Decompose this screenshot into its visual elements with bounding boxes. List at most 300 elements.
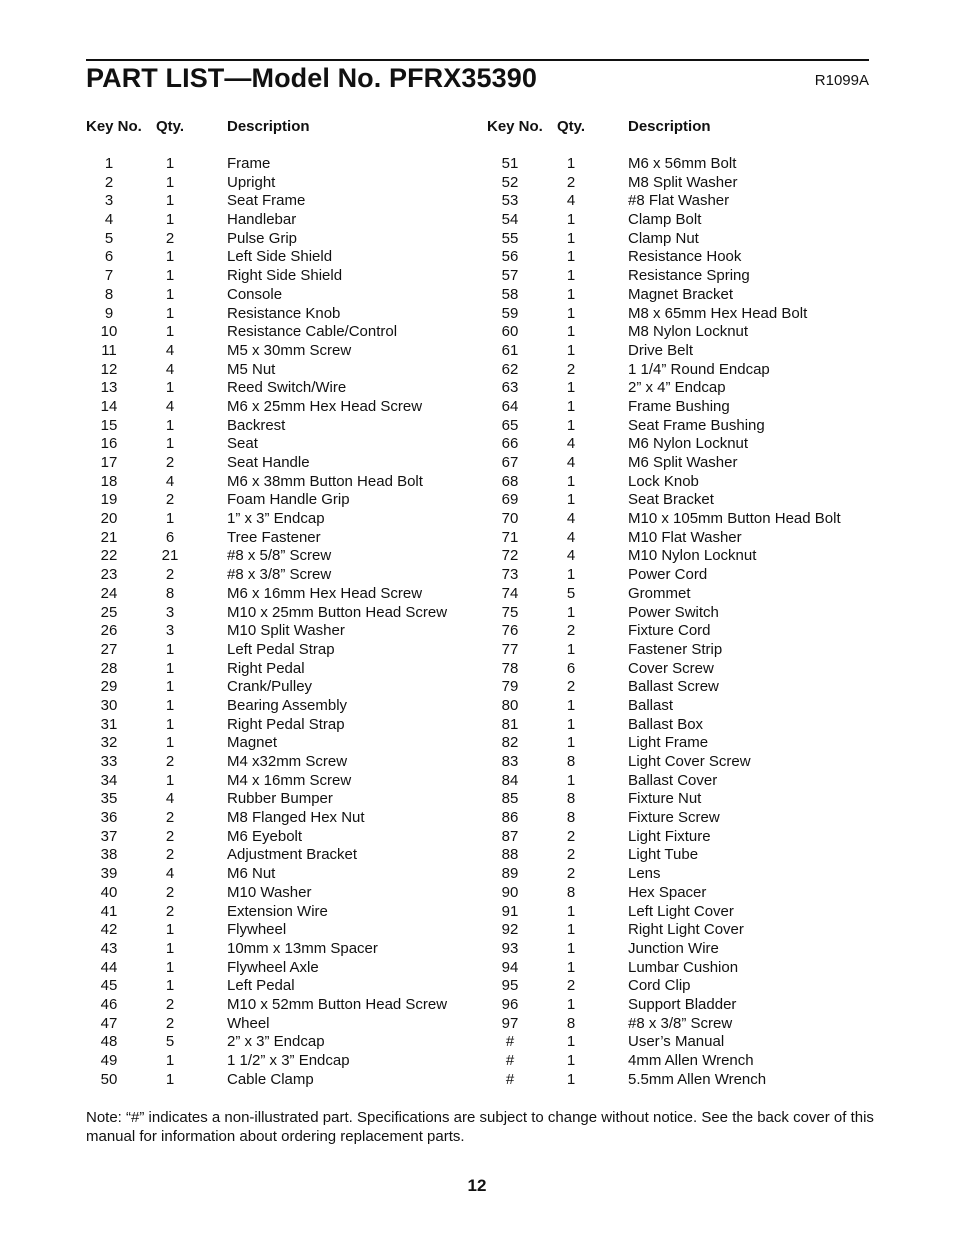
key-number: 53 — [501, 192, 519, 210]
part-row — [86, 473, 476, 492]
description: Ballast Screw — [628, 678, 719, 696]
quantity: 2 — [566, 173, 576, 191]
key-number: 4 — [104, 211, 114, 229]
description: 10mm x 13mm Spacer — [227, 939, 378, 957]
description: Grommet — [628, 584, 691, 602]
key-number: 56 — [501, 248, 519, 266]
title-rule — [86, 59, 869, 61]
description: Light Frame — [628, 734, 709, 752]
key-number: 35 — [100, 790, 118, 808]
part-row — [487, 884, 877, 903]
description: Seat Handle — [227, 454, 310, 471]
description: Right Pedal — [227, 659, 305, 677]
key-number: 40 — [100, 883, 118, 901]
part-row — [86, 716, 476, 735]
quantity: 1 — [566, 715, 576, 733]
quantity: 4 — [566, 454, 576, 471]
description: Cable Clamp — [227, 1070, 314, 1088]
part-row — [487, 435, 877, 454]
key-number: 23 — [100, 566, 118, 584]
quantity: 1 — [165, 715, 175, 733]
key-number: 48 — [100, 1033, 118, 1051]
part-row — [86, 248, 476, 267]
key-number: 30 — [100, 696, 118, 714]
description: Magnet — [227, 734, 278, 752]
key-number: 62 — [501, 360, 519, 378]
key-number: 57 — [501, 267, 519, 285]
key-number: 73 — [501, 566, 519, 584]
description: Ballast — [628, 696, 674, 714]
quantity: 1 — [165, 1052, 175, 1069]
part-row — [86, 491, 476, 510]
quantity: 2 — [165, 846, 175, 864]
part-row — [86, 211, 476, 230]
quantity: 1 — [566, 267, 576, 285]
key-number: 14 — [100, 397, 118, 415]
quantity: 1 — [165, 304, 175, 322]
key-number: 36 — [100, 809, 118, 827]
part-row — [487, 286, 877, 305]
quantity: 2 — [165, 883, 175, 901]
quantity: 8 — [566, 753, 576, 770]
description: Lock Knob — [628, 472, 699, 490]
quantity: 1 — [566, 771, 576, 789]
description: Seat — [227, 435, 258, 453]
key-number: 11 — [101, 341, 117, 359]
quantity: 2 — [566, 846, 576, 864]
part-row — [487, 660, 877, 679]
quantity: 2 — [165, 902, 175, 920]
key-number: 96 — [501, 995, 519, 1013]
part-row — [487, 585, 877, 604]
description: Magnet Bracket — [628, 285, 734, 303]
quantity: 1 — [566, 155, 576, 172]
part-row — [86, 940, 476, 959]
description: Hex Spacer — [628, 883, 707, 901]
key-number: 82 — [501, 734, 519, 752]
key-number: 6 — [104, 248, 114, 266]
description: Flywheel Axle — [227, 958, 319, 976]
description: Lumbar Cushion — [628, 958, 739, 976]
part-row — [86, 884, 476, 903]
quantity: 1 — [165, 1070, 175, 1088]
quantity: 1 — [566, 939, 576, 957]
part-row — [487, 379, 877, 398]
quantity: 1 — [566, 921, 576, 939]
key-number: 64 — [501, 397, 519, 415]
description: 4mm Allen Wrench — [628, 1052, 754, 1069]
key-number: 92 — [501, 921, 519, 939]
description: M6 x 16mm Hex Head Screw — [227, 584, 423, 602]
description: M6 Nylon Locknut — [628, 435, 749, 453]
part-row — [86, 921, 476, 940]
quantity: 4 — [566, 510, 576, 528]
quantity: 2 — [566, 865, 576, 883]
description: Backrest — [227, 416, 286, 434]
part-row — [487, 977, 877, 996]
key-number: 34 — [100, 771, 118, 789]
description: User’s Manual — [628, 1033, 725, 1051]
key-number: 26 — [100, 622, 118, 640]
key-number: 17 — [100, 454, 118, 471]
part-row — [487, 454, 877, 473]
key-number: 47 — [100, 1014, 118, 1032]
key-number: 74 — [501, 584, 519, 602]
part-row — [487, 566, 877, 585]
quantity: 1 — [566, 995, 576, 1013]
quantity: 8 — [566, 790, 576, 808]
quantity: 5 — [165, 1033, 175, 1051]
description: Lens — [628, 865, 661, 883]
key-number: 68 — [501, 472, 519, 490]
quantity: 1 — [165, 921, 175, 939]
description: Frame — [227, 155, 271, 172]
key-number: # — [505, 1070, 515, 1088]
part-row — [86, 1015, 476, 1034]
key-number: 69 — [501, 491, 519, 509]
quantity: 1 — [566, 323, 576, 341]
description: M6 Eyebolt — [227, 827, 303, 845]
part-row — [487, 1015, 877, 1034]
key-number: 15 — [100, 416, 118, 434]
description: Fastener Strip — [628, 640, 723, 658]
part-row — [487, 921, 877, 940]
description: Left Side Shield — [227, 248, 333, 266]
part-row — [487, 753, 877, 772]
part-row — [86, 155, 476, 174]
key-number: 25 — [100, 603, 118, 621]
part-row — [86, 828, 476, 847]
part-row — [86, 510, 476, 529]
quantity: 1 — [165, 285, 175, 303]
left-column-headers — [86, 118, 466, 136]
quantity: 2 — [165, 753, 175, 770]
description: Light Tube — [628, 846, 699, 864]
key-number: 13 — [100, 379, 118, 397]
description: Left Pedal Strap — [227, 640, 335, 658]
quantity: 1 — [165, 248, 175, 266]
description: Frame Bushing — [628, 397, 730, 415]
quantity: 4 — [566, 547, 576, 565]
description: M6 x 38mm Button Head Bolt — [227, 472, 423, 490]
part-row — [86, 585, 476, 604]
part-row — [86, 809, 476, 828]
key-number: 65 — [501, 416, 519, 434]
quantity: 4 — [566, 192, 576, 210]
key-number: 21 — [100, 528, 118, 546]
description: Cover Screw — [628, 659, 714, 677]
quantity: 1 — [165, 435, 175, 453]
key-number: 58 — [501, 285, 519, 303]
quantity: 1 — [165, 977, 175, 995]
quantity: 1 — [165, 734, 175, 752]
description: M8 Split Washer — [628, 173, 738, 191]
quantity: 5 — [566, 584, 576, 602]
part-row — [487, 790, 877, 809]
part-row — [86, 846, 476, 865]
quantity: 1 — [566, 1052, 576, 1069]
qty-header: Qty. — [156, 118, 185, 135]
quantity: 8 — [566, 1014, 576, 1032]
key-number: 79 — [501, 678, 519, 696]
description: Tree Fastener — [227, 528, 321, 546]
quantity: 1 — [566, 379, 576, 397]
description: M10 Split Washer — [227, 622, 345, 640]
part-row — [487, 809, 877, 828]
description-header: Description — [628, 118, 711, 135]
key-number: 43 — [100, 939, 118, 957]
quantity: 6 — [566, 659, 576, 677]
part-row — [487, 417, 877, 436]
part-row — [487, 959, 877, 978]
quantity: 2 — [165, 566, 175, 584]
key-number: 38 — [100, 846, 118, 864]
quantity: 4 — [165, 341, 175, 359]
key-number: 63 — [501, 379, 519, 397]
quantity: 2 — [566, 678, 576, 696]
quantity: 2 — [165, 809, 175, 827]
part-row — [86, 267, 476, 286]
key-number: 89 — [501, 865, 519, 883]
part-row — [86, 398, 476, 417]
key-number: 24 — [100, 584, 118, 602]
key-number: 29 — [100, 678, 118, 696]
key-number: 41 — [100, 902, 118, 920]
quantity: 1 — [165, 379, 175, 397]
part-row — [86, 1052, 476, 1071]
key-number: 31 — [100, 715, 118, 733]
part-row — [86, 454, 476, 473]
key-number: 87 — [501, 827, 519, 845]
description: M6 x 56mm Bolt — [628, 155, 737, 172]
part-row — [487, 772, 877, 791]
part-row — [86, 697, 476, 716]
quantity: 1 — [566, 696, 576, 714]
description: Seat Frame — [227, 192, 306, 210]
key-number: 19 — [100, 491, 118, 509]
part-row — [86, 865, 476, 884]
part-row — [86, 1071, 476, 1090]
part-row — [487, 230, 877, 249]
key-number: 66 — [501, 435, 519, 453]
quantity: 1 — [566, 1033, 576, 1051]
key-number: 12 — [100, 360, 118, 378]
description: Support Bladder — [628, 995, 737, 1013]
key-number: 16 — [100, 435, 118, 453]
part-row — [487, 940, 877, 959]
quantity: 1 — [165, 771, 175, 789]
quantity: 4 — [165, 865, 175, 883]
key-number: 95 — [501, 977, 519, 995]
key-number: 1 — [104, 155, 114, 172]
part-row — [86, 230, 476, 249]
quantity: 2 — [165, 1014, 175, 1032]
key-number: 20 — [100, 510, 118, 528]
description: Seat Bracket — [628, 491, 714, 509]
part-row — [487, 192, 877, 211]
page-title: PART LIST—Model No. PFRX35390 — [86, 63, 537, 93]
part-row — [487, 903, 877, 922]
quantity: 1 — [566, 491, 576, 509]
quantity: 4 — [165, 397, 175, 415]
key-number: 7 — [104, 267, 114, 285]
part-row — [487, 398, 877, 417]
key-number: 10 — [100, 323, 118, 341]
description: Bearing Assembly — [227, 696, 348, 714]
key-number: 52 — [501, 173, 519, 191]
key-number: 75 — [501, 603, 519, 621]
part-row — [487, 547, 877, 566]
quantity: 1 — [165, 939, 175, 957]
description: #8 x 3/8” Screw — [628, 1014, 733, 1032]
part-row — [86, 604, 476, 623]
part-row — [86, 734, 476, 753]
part-row — [86, 566, 476, 585]
part-row — [86, 959, 476, 978]
description: M4 x 16mm Screw — [227, 771, 352, 789]
key-number: 81 — [501, 715, 519, 733]
quantity: 8 — [566, 809, 576, 827]
description: M8 Flanged Hex Nut — [227, 809, 365, 827]
part-row — [487, 361, 877, 380]
part-row — [487, 1033, 877, 1052]
quantity: 4 — [566, 528, 576, 546]
quantity: 1 — [566, 248, 576, 266]
key-number: 33 — [100, 753, 118, 770]
part-row — [487, 323, 877, 342]
document-code: R1099A — [814, 72, 869, 89]
quantity: 1 — [566, 566, 576, 584]
description: M8 Nylon Locknut — [628, 323, 749, 341]
quantity: 1 — [165, 211, 175, 229]
key-number: 93 — [501, 939, 519, 957]
quantity: 3 — [165, 603, 175, 621]
quantity: 4 — [165, 472, 175, 490]
description: 1 1/2” x 3” Endcap — [227, 1052, 350, 1069]
key-number: 77 — [501, 640, 519, 658]
quantity: 4 — [566, 435, 576, 453]
description-header: Description — [227, 118, 310, 135]
description: Crank/Pulley — [227, 678, 313, 696]
part-row — [487, 697, 877, 716]
description: Light Cover Screw — [628, 753, 751, 770]
quantity: 1 — [165, 173, 175, 191]
quantity: 1 — [566, 958, 576, 976]
quantity: 1 — [165, 267, 175, 285]
description: Resistance Cable/Control — [227, 323, 398, 341]
key-number: 32 — [100, 734, 118, 752]
description: Resistance Spring — [628, 267, 750, 285]
qty-header: Qty. — [557, 118, 586, 135]
description: M10 Flat Washer — [628, 528, 742, 546]
key-number: 49 — [100, 1052, 118, 1069]
description: Adjustment Bracket — [227, 846, 358, 864]
key-number: 28 — [100, 659, 118, 677]
description: 5.5mm Allen Wrench — [628, 1070, 767, 1088]
part-row — [487, 174, 877, 193]
key-number: 91 — [501, 902, 519, 920]
description: M6 Nut — [227, 865, 276, 883]
part-row — [86, 977, 476, 996]
part-row — [487, 211, 877, 230]
quantity: 1 — [566, 416, 576, 434]
quantity: 1 — [566, 1070, 576, 1088]
quantity: 1 — [566, 341, 576, 359]
description: Resistance Hook — [628, 248, 742, 266]
key-number: 84 — [501, 771, 519, 789]
part-row — [86, 996, 476, 1015]
description: 1 1/4” Round Endcap — [628, 360, 770, 378]
part-row — [86, 342, 476, 361]
key-number: 46 — [100, 995, 118, 1013]
description: 2” x 4” Endcap — [628, 379, 726, 397]
description: Fixture Cord — [628, 622, 711, 640]
description: Left Pedal — [227, 977, 295, 995]
description: Right Pedal Strap — [227, 715, 345, 733]
key-number: 51 — [501, 155, 519, 172]
description: Flywheel — [227, 921, 287, 939]
quantity: 1 — [566, 603, 576, 621]
description: Cord Clip — [628, 977, 691, 995]
part-row — [487, 716, 877, 735]
part-row — [487, 622, 877, 641]
description: Power Cord — [628, 566, 708, 584]
quantity: 1 — [165, 958, 175, 976]
key-number: 67 — [501, 454, 519, 471]
quantity: 2 — [566, 360, 576, 378]
key-no-header: Key No. — [86, 118, 142, 135]
key-number: 42 — [100, 921, 118, 939]
part-row — [487, 248, 877, 267]
part-row — [487, 678, 877, 697]
part-row — [86, 417, 476, 436]
quantity: 1 — [165, 323, 175, 341]
description: Clamp Nut — [628, 229, 699, 247]
key-number: 90 — [501, 883, 519, 901]
key-number: 18 — [100, 472, 118, 490]
part-row — [487, 342, 877, 361]
part-row — [86, 1033, 476, 1052]
key-number: 72 — [501, 547, 519, 565]
quantity: 1 — [165, 640, 175, 658]
description: Rubber Bumper — [227, 790, 333, 808]
quantity: 1 — [566, 397, 576, 415]
page-number: 12 — [467, 1176, 487, 1195]
part-row — [487, 305, 877, 324]
key-number: 5 — [104, 229, 114, 247]
key-number: 88 — [501, 846, 519, 864]
key-number: 55 — [501, 229, 519, 247]
parts-table-right — [487, 155, 877, 1089]
description: Ballast Cover — [628, 771, 718, 789]
part-row — [86, 323, 476, 342]
part-row — [86, 286, 476, 305]
part-row — [487, 865, 877, 884]
quantity: 2 — [566, 622, 576, 640]
part-row — [487, 641, 877, 660]
part-row — [487, 1071, 877, 1090]
quantity: 8 — [566, 883, 576, 901]
key-number: 50 — [100, 1070, 118, 1088]
description: M5 x 30mm Screw — [227, 341, 352, 359]
footnote: Note: “#” indicates a non-illustrated part. Specifications are subject to change without notice. See the back cover of this manual for information about ordering replacement parts. — [86, 1109, 874, 1145]
key-number: 2 — [104, 173, 114, 191]
description: M5 Nut — [227, 360, 276, 378]
description: Light Fixture — [628, 827, 711, 845]
description: Extension Wire — [227, 902, 328, 920]
quantity: 2 — [165, 229, 175, 247]
quantity: 8 — [165, 584, 175, 602]
